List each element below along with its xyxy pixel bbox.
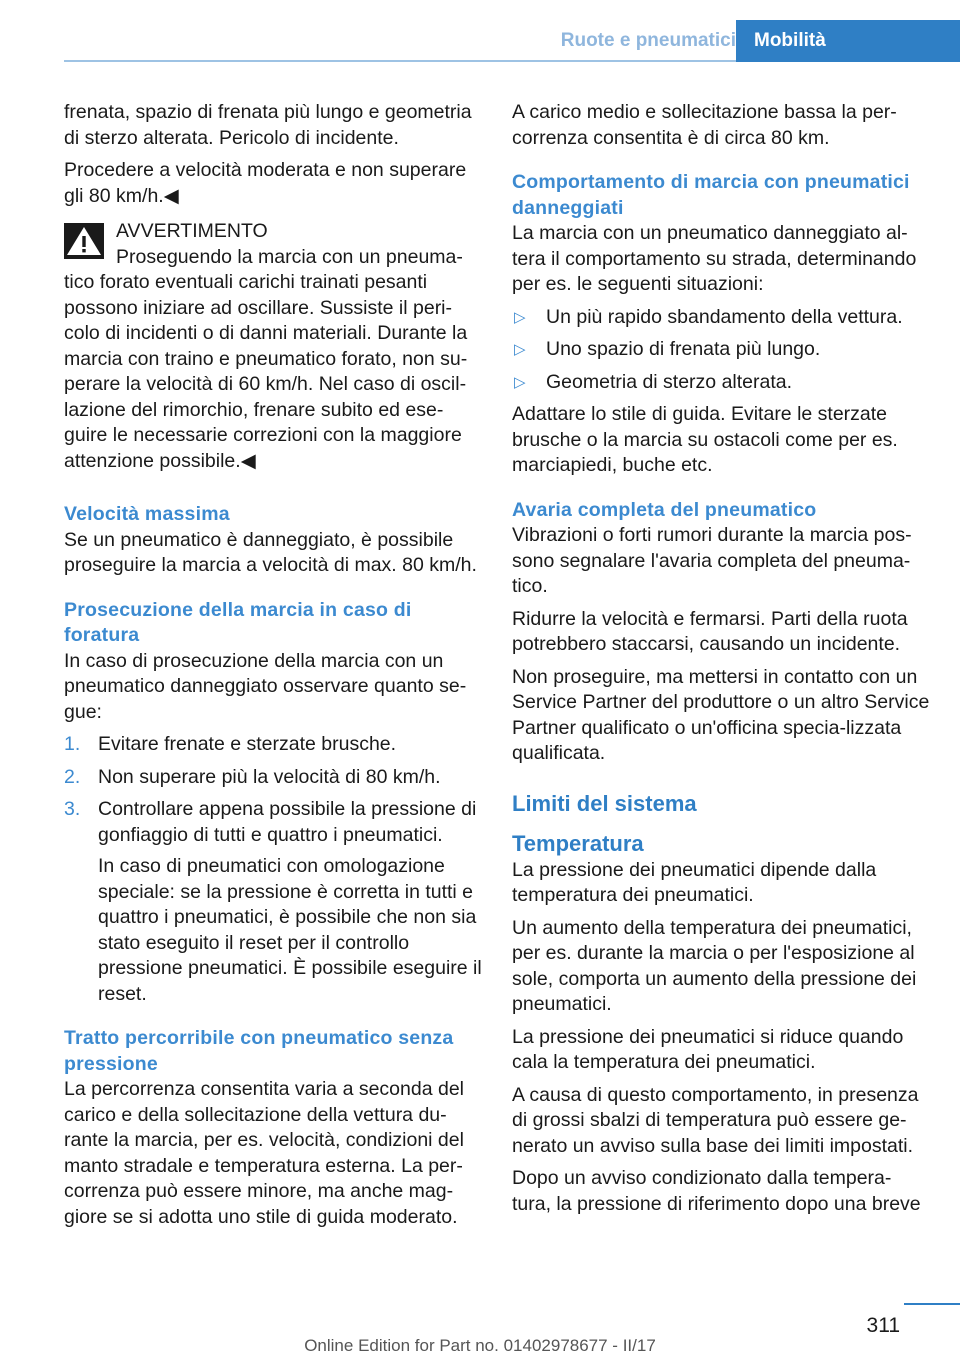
edition-footer: Online Edition for Part no. 01402978677 - II/17 — [304, 1336, 656, 1355]
list-item — [512, 337, 930, 363]
paragraph: Ridurre la velocità e fermarsi. Parti della ruota potrebbero staccarsi, causando un incidente. — [512, 607, 908, 655]
step-number: 2. — [64, 765, 81, 788]
paragraph: Un aumento della temperatura dei pneumatici, per es. durante la marcia o per l'esposizione al sole, comporta un aumento della pressione dei pneumatici. — [512, 916, 917, 1015]
warning-text: tico forato eventuali carichi trainati pesanti possono iniziare ad oscillare. Sussiste il peri‐colo di incidenti o di danni materiali. Durante la marcia con traino e pneumatico forato, non su‐perare la velocità di 60 km/h. Nel caso di oscil‐lazione del rimorchio, frenare subito ed ese‐guire le necessarie correzioni con la maggiore attenzione possibile.◀ — [64, 271, 468, 472]
footer-rule — [904, 1303, 960, 1305]
header-chapter-tab: Mobilità — [736, 20, 960, 62]
paragraph: La percorrenza consentita varia a seconda del carico e della sollecitazione della vettura du‐rante la marcia, per es. velocità, condizioni del manto stradale e temperatura esterna. La per‐correnza può essere minore, ma anche mag‐giore se si adotta uno stile di guida moderato. — [64, 1078, 464, 1228]
list-item — [64, 732, 482, 758]
step-text: Non superare più la velocità di 80 km/h. — [98, 765, 441, 788]
bullet-triangle-icon: ▷ — [514, 308, 526, 326]
bullet-text: Geometria di sterzo alterata. — [546, 370, 793, 393]
page-number: 311 — [866, 1314, 900, 1337]
steps-list — [64, 732, 482, 1007]
paragraph: A carico medio e sollecitazione bassa la per‐correnza consentita è di circa 80 km. — [512, 101, 897, 149]
section-heading: Avaria completa del pneumatico — [512, 498, 817, 521]
subchapter-heading: Temperatura — [512, 830, 644, 856]
paragraph: La pressione dei pneumatici si riduce quando cala la temperatura dei pneumatici. — [512, 1025, 904, 1073]
step-text: Evitare frenate e sterzate brusche. — [98, 733, 397, 755]
paragraph: La marcia con un pneumatico danneggiato al‐tera il comportamento su strada, determinando per es. le seguenti situazioni: — [512, 222, 917, 295]
warning-icon — [64, 223, 104, 259]
step-number: 1. — [64, 733, 81, 755]
warning-block — [64, 219, 482, 474]
warning-text-first-line: Proseguendo la marcia con un pneuma‐ — [116, 245, 463, 268]
bullet-list — [512, 305, 930, 396]
paragraph: Se un pneumatico è danneggiato, è possibile proseguire la marcia a velocità di max. 80 km/h. — [64, 528, 477, 576]
section-heading: Comportamento di marcia con pneumatici danneggiati — [512, 171, 910, 219]
list-item — [512, 370, 930, 396]
paragraph: Vibrazioni o forti rumori durante la marcia pos‐sono segnalare l'avaria completa del pneuma‐tico. — [512, 524, 912, 597]
section-heading: Prosecuzione della marcia in caso di foratura — [64, 598, 412, 646]
bullet-triangle-icon: ▷ — [514, 373, 526, 391]
section-heading: Tratto percorribile con pneumatico senza pressione — [64, 1027, 454, 1075]
right-column — [512, 100, 930, 1224]
paragraph: La pressione dei pneumatici dipende dalla temperatura dei pneumatici. — [512, 858, 877, 906]
step-number: 3. — [64, 798, 81, 820]
section-heading: Velocità massima — [64, 503, 230, 525]
step-note: In caso di pneumatici con omologazione speciale: se la pressione è corretta in tutti e quattro i pneumatici, è possibile che non sia stato eseguito il reset per il controllo pressione pneumatici. È possibile eseguire il reset. — [98, 855, 482, 1005]
list-item — [64, 797, 482, 1007]
list-item — [512, 305, 930, 331]
paragraph: A causa di questo comportamento, in presenza di grossi sbalzi di temperatura può essere ge‐nerato un avviso sulla base dei limiti impostati. — [512, 1083, 919, 1157]
paragraph: Non proseguire, ma mettersi in contatto con un Service Partner del produttore o un altro Service Partner qualificato o un'officina specia‐lizzata qualificata. — [512, 665, 930, 764]
paragraph: Adattare lo stile di guida. Evitare le sterzate brusche o la marcia su ostacoli come per es. marciapiedi, buche etc. — [512, 403, 898, 476]
paragraph: Procedere a velocità moderata e non superare gli 80 km/h.◀ — [64, 159, 467, 207]
paragraph: In caso di prosecuzione della marcia con un pneumatico danneggiato osservare quanto se‐gue: — [64, 649, 467, 723]
paragraph: Dopo un avviso condizionato dalla tempera‐tura, la pressione di riferimento dopo una breve — [512, 1167, 921, 1215]
left-column — [64, 100, 482, 1237]
header-section-title: Ruote e pneumatici — [560, 30, 736, 51]
warning-title: AVVERTIMENTO — [116, 220, 268, 242]
bullet-text: Uno spazio di frenata più lungo. — [546, 338, 821, 360]
list-item — [64, 765, 482, 791]
chapter-heading: Limiti del sistema — [512, 790, 697, 816]
step-text: Controllare appena possibile la pressione di gonfiaggio di tutti e quattro i pneumatici. — [98, 798, 477, 846]
bullet-triangle-icon: ▷ — [514, 341, 526, 358]
bullet-text: Un più rapido sbandamento della vettura. — [546, 305, 903, 328]
paragraph: frenata, spazio di frenata più lungo e geometria di sterzo alterata. Pericolo di incidente. — [64, 101, 472, 149]
